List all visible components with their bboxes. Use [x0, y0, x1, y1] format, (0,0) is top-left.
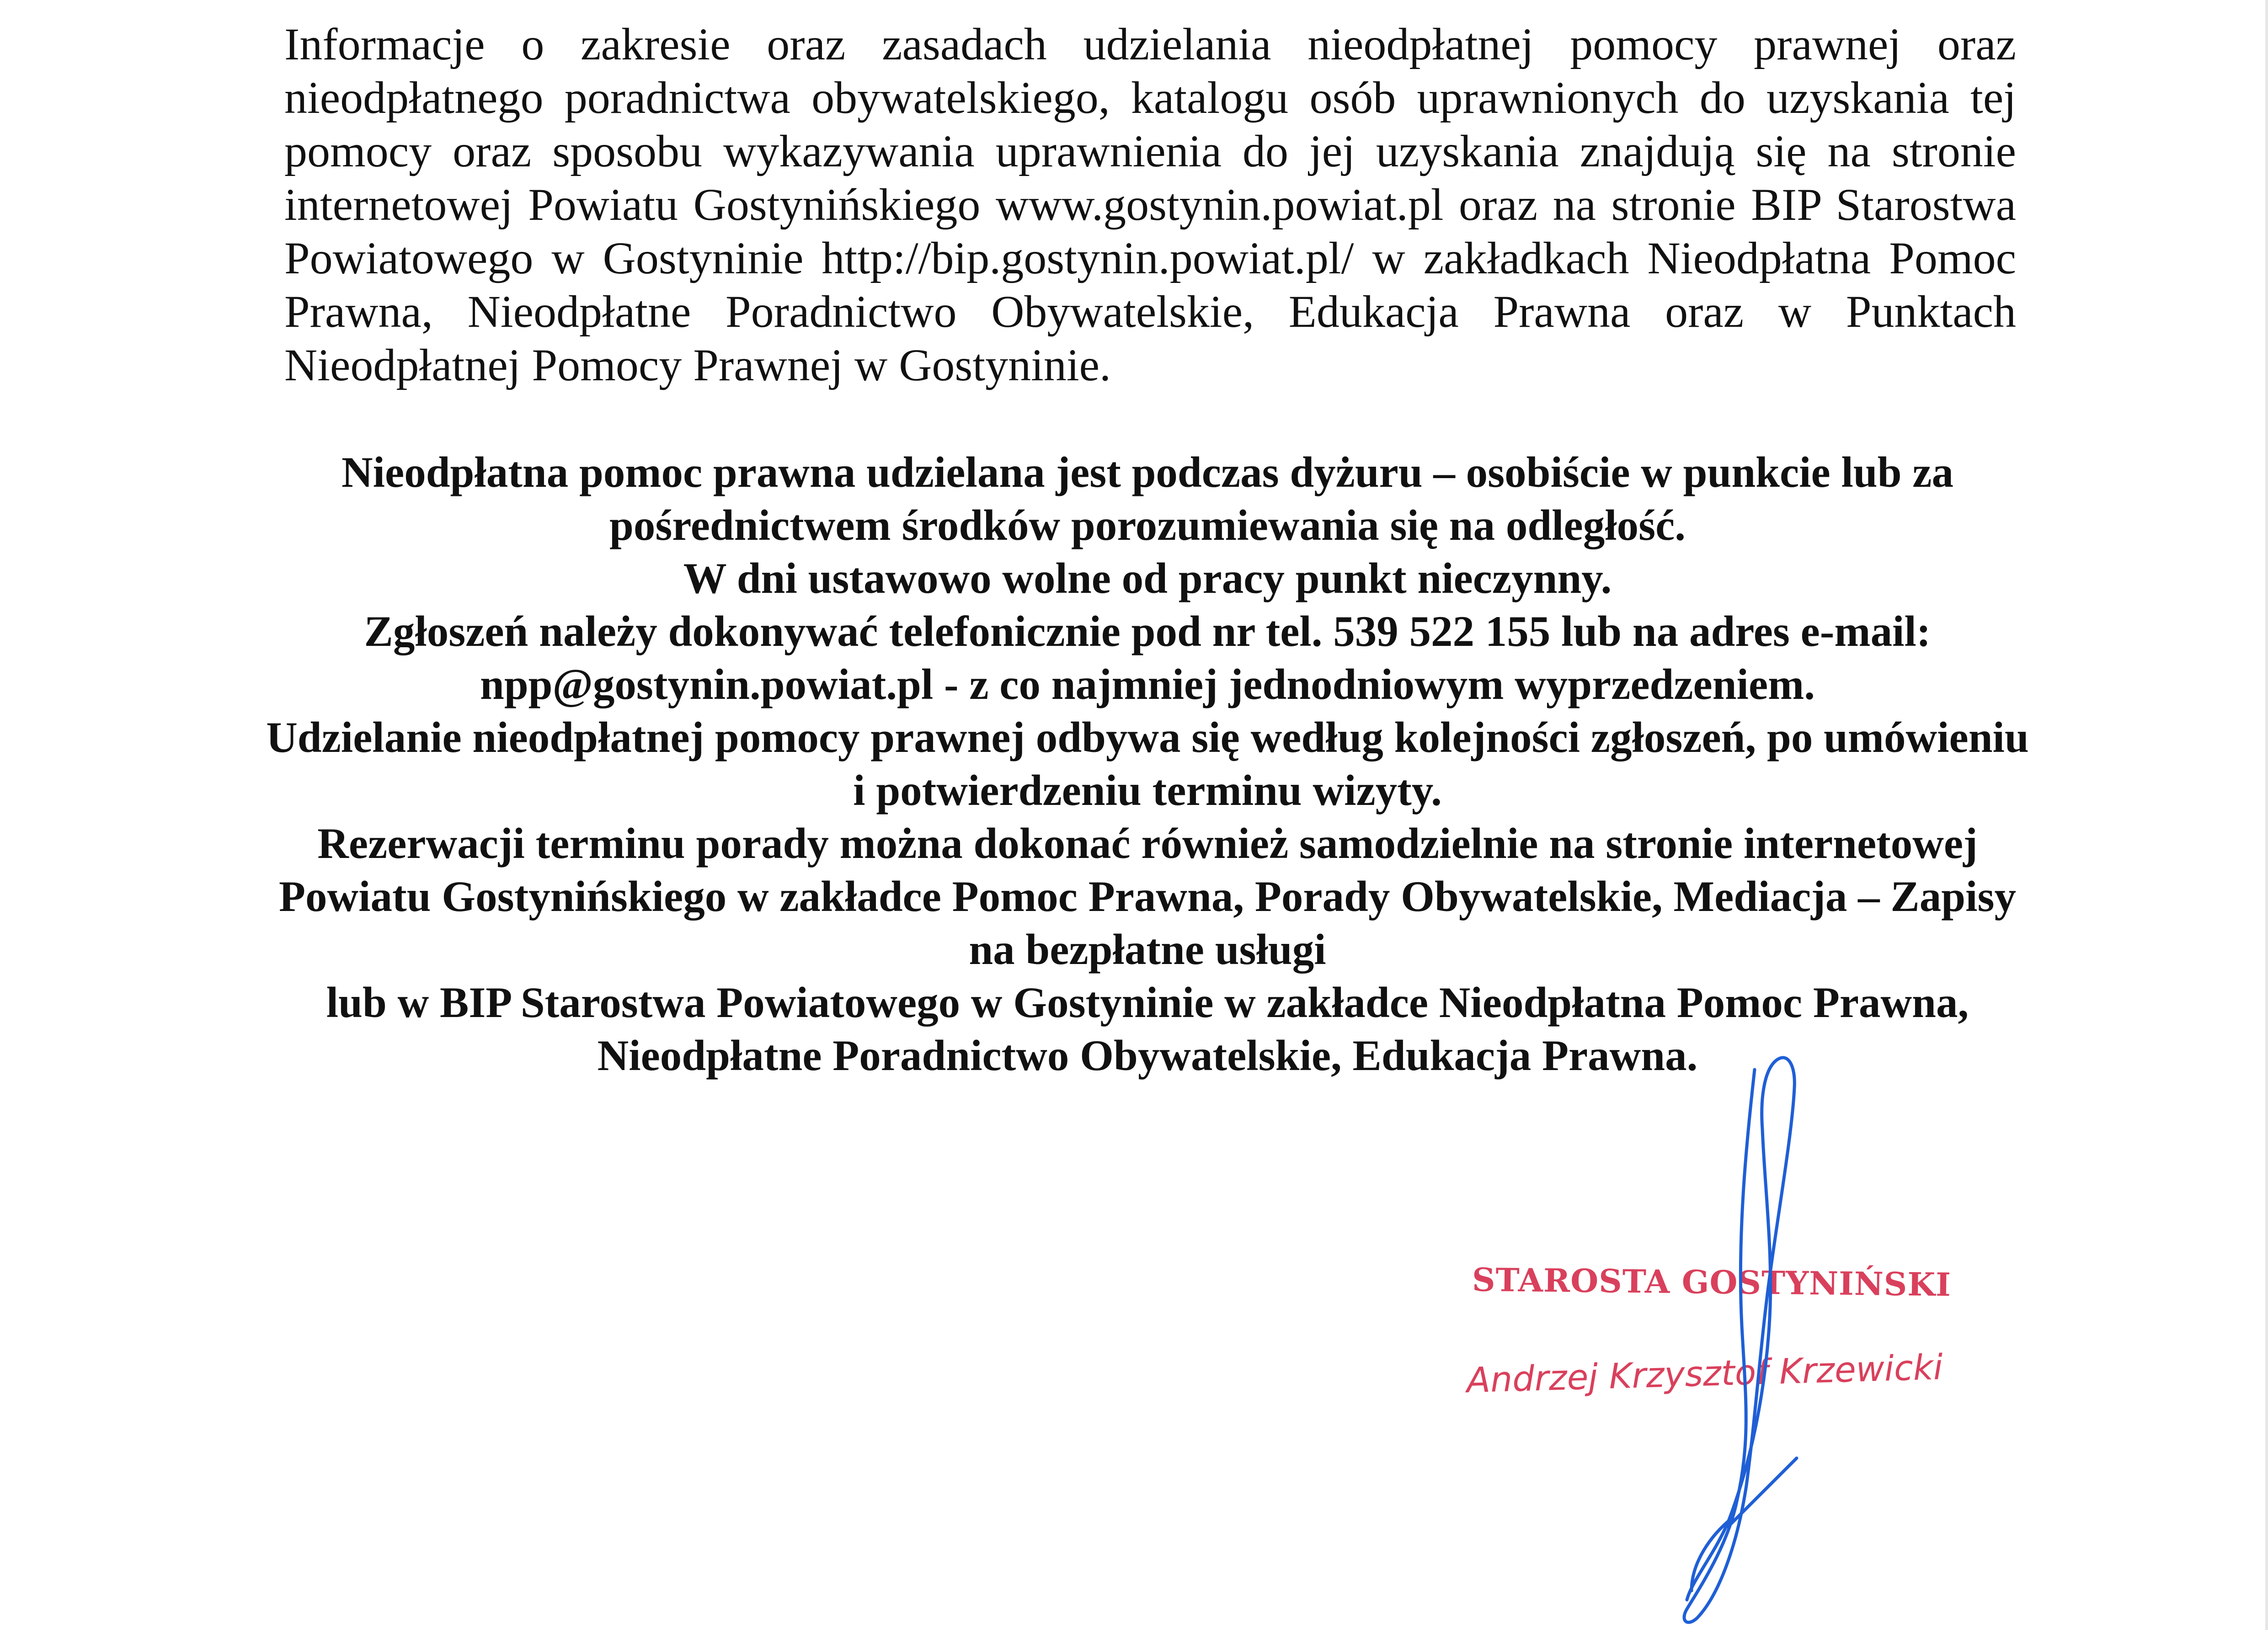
intro-paragraph: Informacje o zakresie oraz zasadach udzielania nieodpłatnej pomocy prawnej oraz nieodpłatnego poradnictwa obywatelskiego, katalogu osób uprawnionych do uzyskania tej pomocy oraz sposobu wykazywania uprawnienia do jej uzyskania znajdują się na stronie internetowej Powiatu Gostynińskiego www.gostynin.powiat.pl oraz na stronie BIP Starostwa Powiatowego w Gostyninie http://bip.gostynin.powiat.pl/ w zakładkach Nieodpłatna Pomoc Prawna, Nieodpłatne Poradnictwo Obywatelskie, Edukacja Prawna oraz w Punktach Nieodpłatnej Pomocy Prawnej w Gostyninie.	[284, 19, 2016, 390]
reservation-bip-info: lub w BIP Starostwa Powiatowego w Gostyninie w zakładce Nieodpłatna Pomoc Prawna, Nieodpłatne Poradnictwo Obywatelskie, Edukacja Prawna.	[326, 978, 1969, 1080]
page-edge	[2265, 0, 2268, 1630]
order-info: Udzielanie nieodpłatnej pomocy prawnej odbywa się według kolejności zgłoszeń, po umówieniu i potwierdzeniu terminu wizyty.	[266, 713, 2029, 815]
stamp-name: Andrzej Krzysztof Krzewicki	[1466, 1346, 1943, 1401]
reservation-info: Rezerwacji terminu porady można dokonać również samodzielnie na stronie internetowej Powiatu Gostynińskiego w zakładce Pomoc Prawna, Porady Obywatelskie, Mediacja – Zapisy na bezpłatne usługi	[279, 819, 2016, 974]
notice-block	[256, 446, 2039, 1082]
contact-info: Zgłoszeń należy dokonywać telefonicznie pod nr tel. 539 522 155 lub na adres e-mail: npp@gostynin.powiat.pl - z co najmniej jednodniowym wyprzedzeniem.	[364, 607, 1931, 708]
duty-info: Nieodpłatna pomoc prawna udzielana jest podczas dyżuru – osobiście w punkcie lub za pośrednictwem środków porozumiewania się na odległość.	[342, 448, 1953, 549]
closed-days-info: W dni ustawowo wolne od pracy punkt nieczynny.	[683, 554, 1612, 602]
stamp-title: STAROSTA GOSTYNIŃSKI	[1472, 1261, 1952, 1304]
